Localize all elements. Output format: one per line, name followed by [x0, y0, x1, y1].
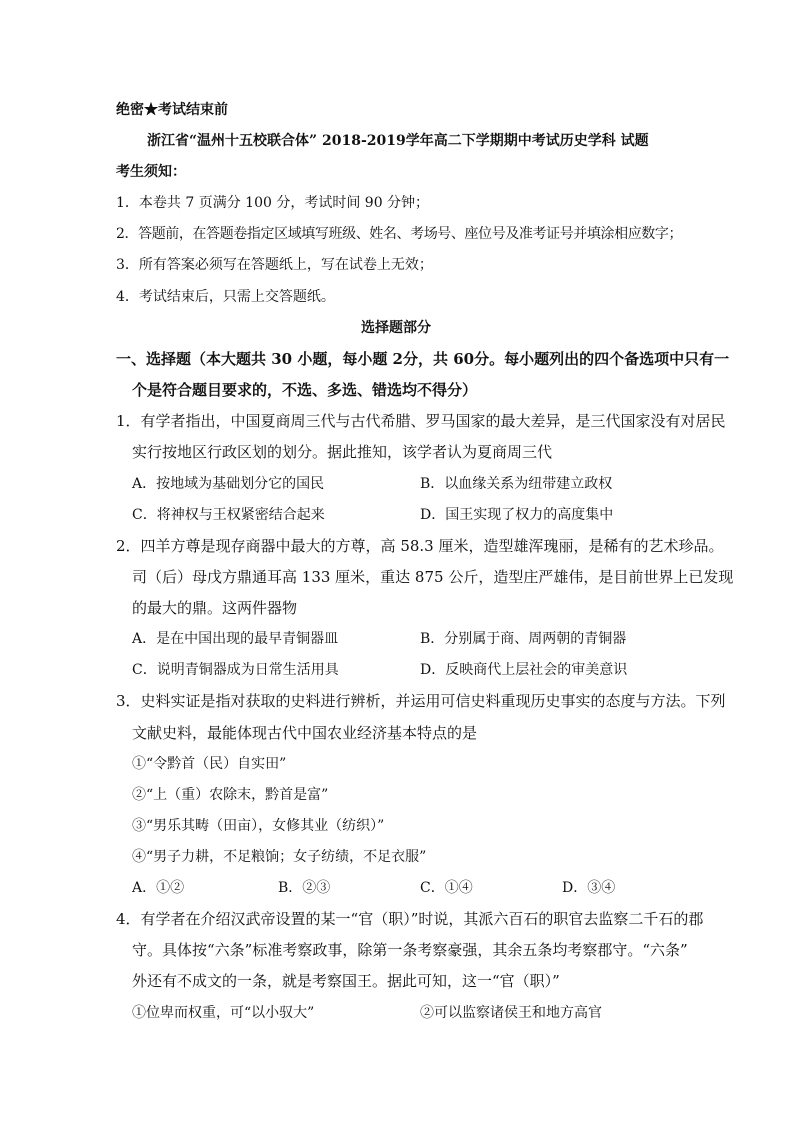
- notice-item: 2．答题前，在答题卷指定区域填写班级、姓名、考场号、座位号及准考证号并填涂相应数字；: [116, 226, 683, 242]
- section-title: 选择题部分: [361, 320, 431, 336]
- option-c: C．将神权与王权紧密结合起来: [132, 507, 325, 523]
- page-title: 浙江省“温州十五校联合体” 2018-2019学年高二下学期期中考试历史学科 试题: [147, 133, 649, 149]
- secret-mark: 绝密★考试结束前: [116, 102, 228, 118]
- notice-item: 1．本卷共 7 页满分 100 分，考试时间 90 分钟；: [116, 195, 430, 211]
- question-stem: 外还有不成文的一条，就是考察国王。据此可知，这一“官（职）”: [132, 972, 560, 990]
- question-stem: 守。具体按“六条”标准考察政事，除第一条考察豪强，其余五条均考察郡守。“六条”: [132, 941, 688, 959]
- option-c: C．说明青铜器成为日常生活用具: [132, 662, 339, 678]
- notice-item: 3．所有答案必须写在答题纸上，写在试卷上无效；: [116, 257, 433, 273]
- option-b: B．分别属于商、周两朝的青铜器: [420, 631, 627, 647]
- option-a: A．是在中国出现的最早青铜器皿: [132, 631, 339, 647]
- section-instruction: 一、选择题（本大题共 30 小题，每小题 2分，共 60分。每小题列出的四个备选项中只有一: [116, 350, 730, 368]
- question-stem: 文献史料，最能体现古代中国农业经济基本特点的是: [132, 724, 478, 742]
- notice-heading: 考生须知：: [116, 164, 186, 180]
- section-instruction: 个是符合题目要求的，不选、多选、错选均不得分）: [132, 381, 478, 399]
- sub-item: ①“令黔首（民）自实田”: [132, 756, 287, 772]
- sub-item: ②“上（重）农除末，黔首是富”: [132, 787, 329, 803]
- option-b: B．以血缘关系为纽带建立政权: [420, 476, 613, 492]
- sub-item: ③“男乐其畴（田亩），女修其业（纺织）”: [132, 818, 385, 834]
- question-stem: 1．有学者指出，中国夏商周三代与古代希腊、罗马国家的最大差异，是三代国家没有对居民: [116, 412, 726, 430]
- option-a: A．按地域为基础划分它的国民: [132, 476, 325, 492]
- option-d: D．国王实现了权力的高度集中: [420, 507, 614, 523]
- notice-item: 4．考试结束后，只需上交答题纸。: [116, 289, 335, 305]
- option-d: D．③④: [562, 880, 616, 896]
- option-d: D．反映商代上层社会的审美意识: [420, 662, 628, 678]
- sub-item: ②可以监察诸侯王和地方高官: [420, 1005, 602, 1021]
- question-stem: 司（后）母戊方鼎通耳高 133 厘米，重达 875 公斤，造型庄严雄伟，是目前世界上已发现: [132, 568, 734, 586]
- option-b: B．②③: [278, 880, 331, 896]
- sub-item: ④“男子力耕，不足粮饷；女子纺绩，不足衣服”: [132, 849, 427, 865]
- question-stem: 实行按地区行政区划的划分。据此推知，该学者认为夏商周三代: [132, 443, 553, 461]
- question-stem: 4．有学者在介绍汉武帝设置的某一“官（职）”时说，其派六百石的职官去监察二千石的郡: [116, 910, 704, 928]
- question-stem: 2．四羊方尊是现存商器中最大的方尊，高 58.3 厘米，造型雄浑瑰丽，是稀有的艺术珍品。: [116, 537, 724, 555]
- sub-item: ①位卑而权重，可“以小驭大”: [132, 1005, 315, 1021]
- question-stem: 3．史料实证是指对获取的史料进行辨析，并运用可信史料重现历史事实的态度与方法。下列: [116, 692, 726, 710]
- option-c: C．①④: [420, 880, 473, 896]
- question-stem: 的最大的鼎。这两件器物: [132, 599, 298, 617]
- option-a: A．①②: [132, 880, 185, 896]
